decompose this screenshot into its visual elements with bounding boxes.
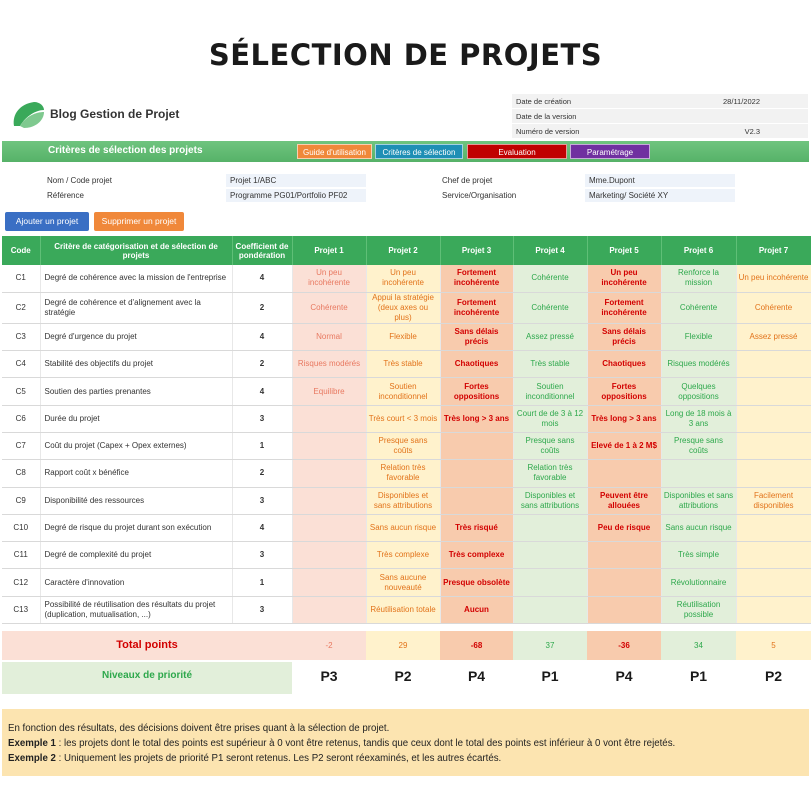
- project-cell[interactable]: Risques modérés: [292, 351, 366, 378]
- selection-table: [2, 236, 811, 624]
- criterion-weight: 4: [232, 323, 292, 350]
- project-cell[interactable]: [736, 351, 811, 378]
- priority-value: P4: [615, 668, 633, 684]
- project-cell[interactable]: [736, 405, 811, 432]
- criterion-code: C6: [2, 405, 40, 432]
- table-row: [2, 514, 811, 541]
- criterion-weight: 3: [232, 487, 292, 514]
- note-example-text: : Uniquement les projets de priorité P1 seront retenus. Les P2 seront réexaminés, et les autres écartés.: [55, 753, 502, 764]
- info-label: Chef de projet: [442, 176, 493, 185]
- criterion-weight: 3: [232, 542, 292, 569]
- criterion-weight: 4: [232, 514, 292, 541]
- project-cell[interactable]: Fortement incohérente: [440, 265, 513, 292]
- project-cell[interactable]: Un peu incohérente: [587, 265, 661, 292]
- project-cell[interactable]: Flexible: [661, 323, 736, 350]
- priority-value: P4: [467, 668, 486, 684]
- criterion-code: C2: [2, 292, 40, 323]
- project-cell[interactable]: [513, 569, 587, 596]
- criterion-weight: 4: [232, 378, 292, 405]
- criterion-code: C11: [2, 542, 40, 569]
- project-cell[interactable]: Aucun: [440, 596, 513, 623]
- project-cell[interactable]: Un peu incohérente: [366, 265, 440, 292]
- project-cell[interactable]: Cohérente: [661, 292, 736, 323]
- criterion-label: Possibilité de réutilisation des résultats du projet (duplication, mutualisation, ...): [40, 596, 232, 623]
- project-cell[interactable]: Court de de 3 à 12 mois: [513, 405, 587, 432]
- project-cell[interactable]: Fortes oppositions: [587, 378, 661, 405]
- totals-row: [2, 631, 811, 660]
- project-cell[interactable]: [661, 460, 736, 487]
- total-value: 34: [661, 631, 736, 660]
- criterion-label: Soutien des parties prenantes: [40, 378, 232, 405]
- criterion-code: C1: [2, 265, 40, 292]
- criterion-weight: 3: [232, 405, 292, 432]
- project-cell[interactable]: Flexible: [366, 323, 440, 350]
- meta-value[interactable]: [622, 109, 808, 123]
- criterion-code: C4: [2, 351, 40, 378]
- note-example-2: [8, 751, 803, 766]
- decision-note: [2, 709, 809, 776]
- col-header: Projet 6: [661, 236, 736, 265]
- project-cell[interactable]: Chaotiques: [440, 351, 513, 378]
- meta-value[interactable]: V2.3: [744, 127, 760, 136]
- project-cell[interactable]: Presque sans coûts: [366, 432, 440, 459]
- criterion-code: C13: [2, 596, 40, 623]
- project-cell[interactable]: Soutien inconditionnel: [513, 378, 587, 405]
- criterion-label: Degré de cohérence et d'alignement avec la stratégie: [40, 292, 232, 323]
- info-label: Service/Organisation: [442, 191, 517, 200]
- criterion-weight: 2: [232, 460, 292, 487]
- project-cell[interactable]: Un peu incohérente: [292, 265, 366, 292]
- info-row-name: [44, 174, 366, 187]
- note-line: En fonction des résultats, des décisions doivent être prises quant à la sélection de projet.: [8, 723, 390, 734]
- criterion-label: Degré d'urgence du projet: [40, 323, 232, 350]
- criterion-code: C8: [2, 460, 40, 487]
- project-cell[interactable]: [736, 596, 811, 623]
- project-cell[interactable]: [736, 542, 811, 569]
- priority-value: P1: [689, 668, 708, 684]
- col-header: Critère de catégorisation et de sélection de projets: [40, 236, 232, 265]
- col-header: Projet 7: [736, 236, 811, 265]
- manager-field[interactable]: Mme.Dupont: [585, 174, 735, 187]
- col-header: Projet 4: [513, 236, 587, 265]
- project-cell[interactable]: Sans aucun risque: [366, 514, 440, 541]
- project-cell[interactable]: Cohérente: [513, 265, 587, 292]
- criterion-weight: 2: [232, 292, 292, 323]
- reference-field[interactable]: Programme PG01/Portfolio PF02: [226, 189, 366, 202]
- col-header: Projet 3: [440, 236, 513, 265]
- project-cell[interactable]: Presque obsolète: [440, 569, 513, 596]
- criterion-code: C3: [2, 323, 40, 350]
- project-cell[interactable]: Sans délais précis: [587, 323, 661, 350]
- table-row: [2, 596, 811, 623]
- page-title: SÉLECTION DE PROJETS: [208, 38, 603, 72]
- project-cell[interactable]: Très complexe: [440, 542, 513, 569]
- metadata-panel: [512, 94, 808, 139]
- criterion-code: C9: [2, 487, 40, 514]
- criterion-label: Rapport coût x bénéfice: [40, 460, 232, 487]
- total-value: -36: [587, 631, 661, 660]
- project-cell[interactable]: [736, 569, 811, 596]
- meta-label: Date de la version: [516, 112, 577, 121]
- table-row: [2, 432, 811, 459]
- project-cell[interactable]: Peuvent être allouées: [587, 487, 661, 514]
- priority-value: P2: [764, 668, 783, 684]
- project-cell[interactable]: [292, 460, 366, 487]
- project-cell[interactable]: Disponibles et sans attributions: [366, 487, 440, 514]
- project-cell[interactable]: Peu de risque: [587, 514, 661, 541]
- project-cell[interactable]: Réutilisation possible: [661, 596, 736, 623]
- col-header: Code: [2, 236, 40, 265]
- total-value: 37: [513, 631, 587, 660]
- criterion-label: Degré de risque du projet durant son exécution: [40, 514, 232, 541]
- project-cell[interactable]: Appui la stratégie (deux axes ou plus): [366, 292, 440, 323]
- total-value: -68: [440, 631, 513, 660]
- priority-value: P1: [541, 668, 559, 684]
- criterion-label: Degré de cohérence avec la mission de l'entreprise: [40, 265, 232, 292]
- note-example-text: : les projets dont le total des points est supérieur à 0 vont être retenus, tandis que ceux dont le total des points est inférieur à 0 vont être rejetés.: [55, 738, 676, 749]
- criterion-weight: 1: [232, 432, 292, 459]
- project-cell[interactable]: Réutilisation totale: [366, 596, 440, 623]
- criterion-label: Disponibilité des ressources: [40, 487, 232, 514]
- project-cell[interactable]: Presque sans coûts: [661, 432, 736, 459]
- criteria-button[interactable]: Critères de sélection: [375, 144, 463, 159]
- table-row: [2, 542, 811, 569]
- meta-row-version-date: [512, 109, 808, 124]
- project-cell[interactable]: [292, 487, 366, 514]
- project-cell[interactable]: Disponibles et sans attributions: [661, 487, 736, 514]
- project-cell[interactable]: Risques modérés: [661, 351, 736, 378]
- project-cell[interactable]: Soutien inconditionnel: [366, 378, 440, 405]
- project-cell[interactable]: [440, 432, 513, 459]
- project-cell[interactable]: Relation très favorable: [513, 460, 587, 487]
- criterion-code: C10: [2, 514, 40, 541]
- priority-value: P3: [320, 668, 338, 684]
- meta-value[interactable]: 28/11/2022: [723, 97, 760, 106]
- table-row: [2, 292, 811, 323]
- criterion-label: Durée du projet: [40, 405, 232, 432]
- project-cell[interactable]: [736, 460, 811, 487]
- project-cell[interactable]: Très stable: [366, 351, 440, 378]
- remove-project-button[interactable]: Supprimer un projet: [94, 212, 184, 231]
- project-cell[interactable]: Très long > 3 ans: [587, 405, 661, 432]
- table-row: [2, 323, 811, 350]
- col-header: Projet 5: [587, 236, 661, 265]
- table-row: [2, 405, 811, 432]
- project-cell[interactable]: Sans délais précis: [440, 323, 513, 350]
- project-cell[interactable]: [292, 542, 366, 569]
- project-name-field[interactable]: Projet 1/ABC: [226, 174, 366, 187]
- criterion-weight: 1: [232, 569, 292, 596]
- info-label: Référence: [47, 191, 84, 200]
- brand-logo-icon: [10, 98, 48, 130]
- project-cell[interactable]: Très risqué: [440, 514, 513, 541]
- project-cell[interactable]: Equilibre: [292, 378, 366, 405]
- project-cell[interactable]: [587, 596, 661, 623]
- project-cell[interactable]: [736, 514, 811, 541]
- project-cell[interactable]: [587, 460, 661, 487]
- project-cell[interactable]: [440, 487, 513, 514]
- project-cell[interactable]: Sans aucune nouveauté: [366, 569, 440, 596]
- project-cell[interactable]: [292, 514, 366, 541]
- criterion-code: C12: [2, 569, 40, 596]
- col-header: Projet 2: [366, 236, 440, 265]
- criterion-label: Caractère d'innovation: [40, 569, 232, 596]
- criterion-label: Coût du projet (Capex + Opex externes): [40, 432, 232, 459]
- project-cell[interactable]: Disponibles et sans attributions: [513, 487, 587, 514]
- project-cell[interactable]: Cohérente: [513, 292, 587, 323]
- project-cell[interactable]: Fortes oppositions: [440, 378, 513, 405]
- project-cell[interactable]: Très court < 3 mois: [366, 405, 440, 432]
- project-cell[interactable]: [440, 460, 513, 487]
- project-cell[interactable]: Assez pressé: [513, 323, 587, 350]
- totals-label: Total points: [2, 631, 292, 660]
- project-cell[interactable]: Un peu incohérente: [736, 265, 811, 292]
- project-cell[interactable]: Très long > 3 ans: [440, 405, 513, 432]
- criterion-weight: 2: [232, 351, 292, 378]
- project-cell[interactable]: Normal: [292, 323, 366, 350]
- project-cell[interactable]: Quelques oppositions: [661, 378, 736, 405]
- project-cell[interactable]: Cohérente: [736, 292, 811, 323]
- criterion-code: C5: [2, 378, 40, 405]
- project-cell[interactable]: Très stable: [513, 351, 587, 378]
- col-header: Projet 1: [292, 236, 366, 265]
- table-row: [2, 460, 811, 487]
- table-row: [2, 487, 811, 514]
- project-cell[interactable]: Assez pressé: [736, 323, 811, 350]
- project-cell[interactable]: Presque sans coûts: [513, 432, 587, 459]
- project-cell[interactable]: Elevé de 1 à 2 M$: [587, 432, 661, 459]
- brand-name: Blog Gestion de Projet: [50, 107, 180, 121]
- info-row-reference: [44, 189, 366, 202]
- project-cell[interactable]: [292, 432, 366, 459]
- table-header-row: [2, 236, 811, 265]
- priorities-label: Niveaux de priorité: [2, 662, 292, 694]
- banner-title: Critères de sélection des projets: [48, 145, 203, 156]
- project-cell[interactable]: [513, 596, 587, 623]
- meta-label: Date de création: [516, 97, 572, 106]
- note-example-1: [8, 736, 803, 751]
- project-cell[interactable]: [587, 569, 661, 596]
- guide-button[interactable]: Guide d'utilisation: [297, 144, 372, 159]
- project-cell[interactable]: Fortement incohérente: [440, 292, 513, 323]
- criterion-label: Stabilité des objectifs du projet: [40, 351, 232, 378]
- evaluation-button[interactable]: Evaluation: [467, 144, 567, 159]
- project-cell[interactable]: [292, 405, 366, 432]
- project-cell[interactable]: Long de 18 mois à 3 ans: [661, 405, 736, 432]
- table-row: [2, 378, 811, 405]
- project-cell[interactable]: Relation très favorable: [366, 460, 440, 487]
- project-cell[interactable]: Révolutionnaire: [661, 569, 736, 596]
- note-example-label: Exemple 2: [8, 753, 56, 764]
- criterion-weight: 3: [232, 596, 292, 623]
- total-value: -2: [292, 631, 366, 660]
- project-cell[interactable]: Chaotiques: [587, 351, 661, 378]
- total-value: 5: [736, 631, 811, 660]
- priorities-row: [2, 662, 811, 694]
- project-cell[interactable]: Cohérente: [292, 292, 366, 323]
- table-row: [2, 351, 811, 378]
- criterion-weight: 4: [232, 265, 292, 292]
- project-cell[interactable]: [736, 378, 811, 405]
- table-row: [2, 265, 811, 292]
- project-cell[interactable]: Facilement disponibles: [736, 487, 811, 514]
- info-row-service: [439, 189, 735, 202]
- meta-label: Numéro de version: [516, 127, 580, 136]
- priority-value: P2: [394, 668, 412, 684]
- add-project-button[interactable]: Ajouter un projet: [5, 212, 89, 231]
- settings-button[interactable]: Paramétrage: [570, 144, 650, 159]
- col-header: Coefficient de pondération: [232, 236, 292, 265]
- project-cell[interactable]: [292, 596, 366, 623]
- criterion-label: Degré de complexité du projet: [40, 542, 232, 569]
- criteria-banner: [2, 141, 809, 162]
- table-row: [2, 569, 811, 596]
- info-row-manager: [439, 174, 735, 187]
- project-cell[interactable]: [513, 542, 587, 569]
- project-cell[interactable]: [513, 514, 587, 541]
- project-cell[interactable]: Fortement incohérente: [587, 292, 661, 323]
- project-cell[interactable]: [587, 542, 661, 569]
- meta-row-creation: [512, 94, 808, 109]
- total-value: 29: [366, 631, 440, 660]
- meta-row-version-number: [512, 124, 808, 139]
- project-cell[interactable]: Sans aucun risque: [661, 514, 736, 541]
- criterion-code: C7: [2, 432, 40, 459]
- service-field[interactable]: Marketing/ Société XY: [585, 189, 735, 202]
- project-cell[interactable]: Renforce la mission: [661, 265, 736, 292]
- project-cell[interactable]: [292, 569, 366, 596]
- project-cell[interactable]: Très complexe: [366, 542, 440, 569]
- note-example-label: Exemple 1: [8, 738, 56, 749]
- info-label: Nom / Code projet: [47, 176, 112, 185]
- project-cell[interactable]: Très simple: [661, 542, 736, 569]
- project-cell[interactable]: [736, 432, 811, 459]
